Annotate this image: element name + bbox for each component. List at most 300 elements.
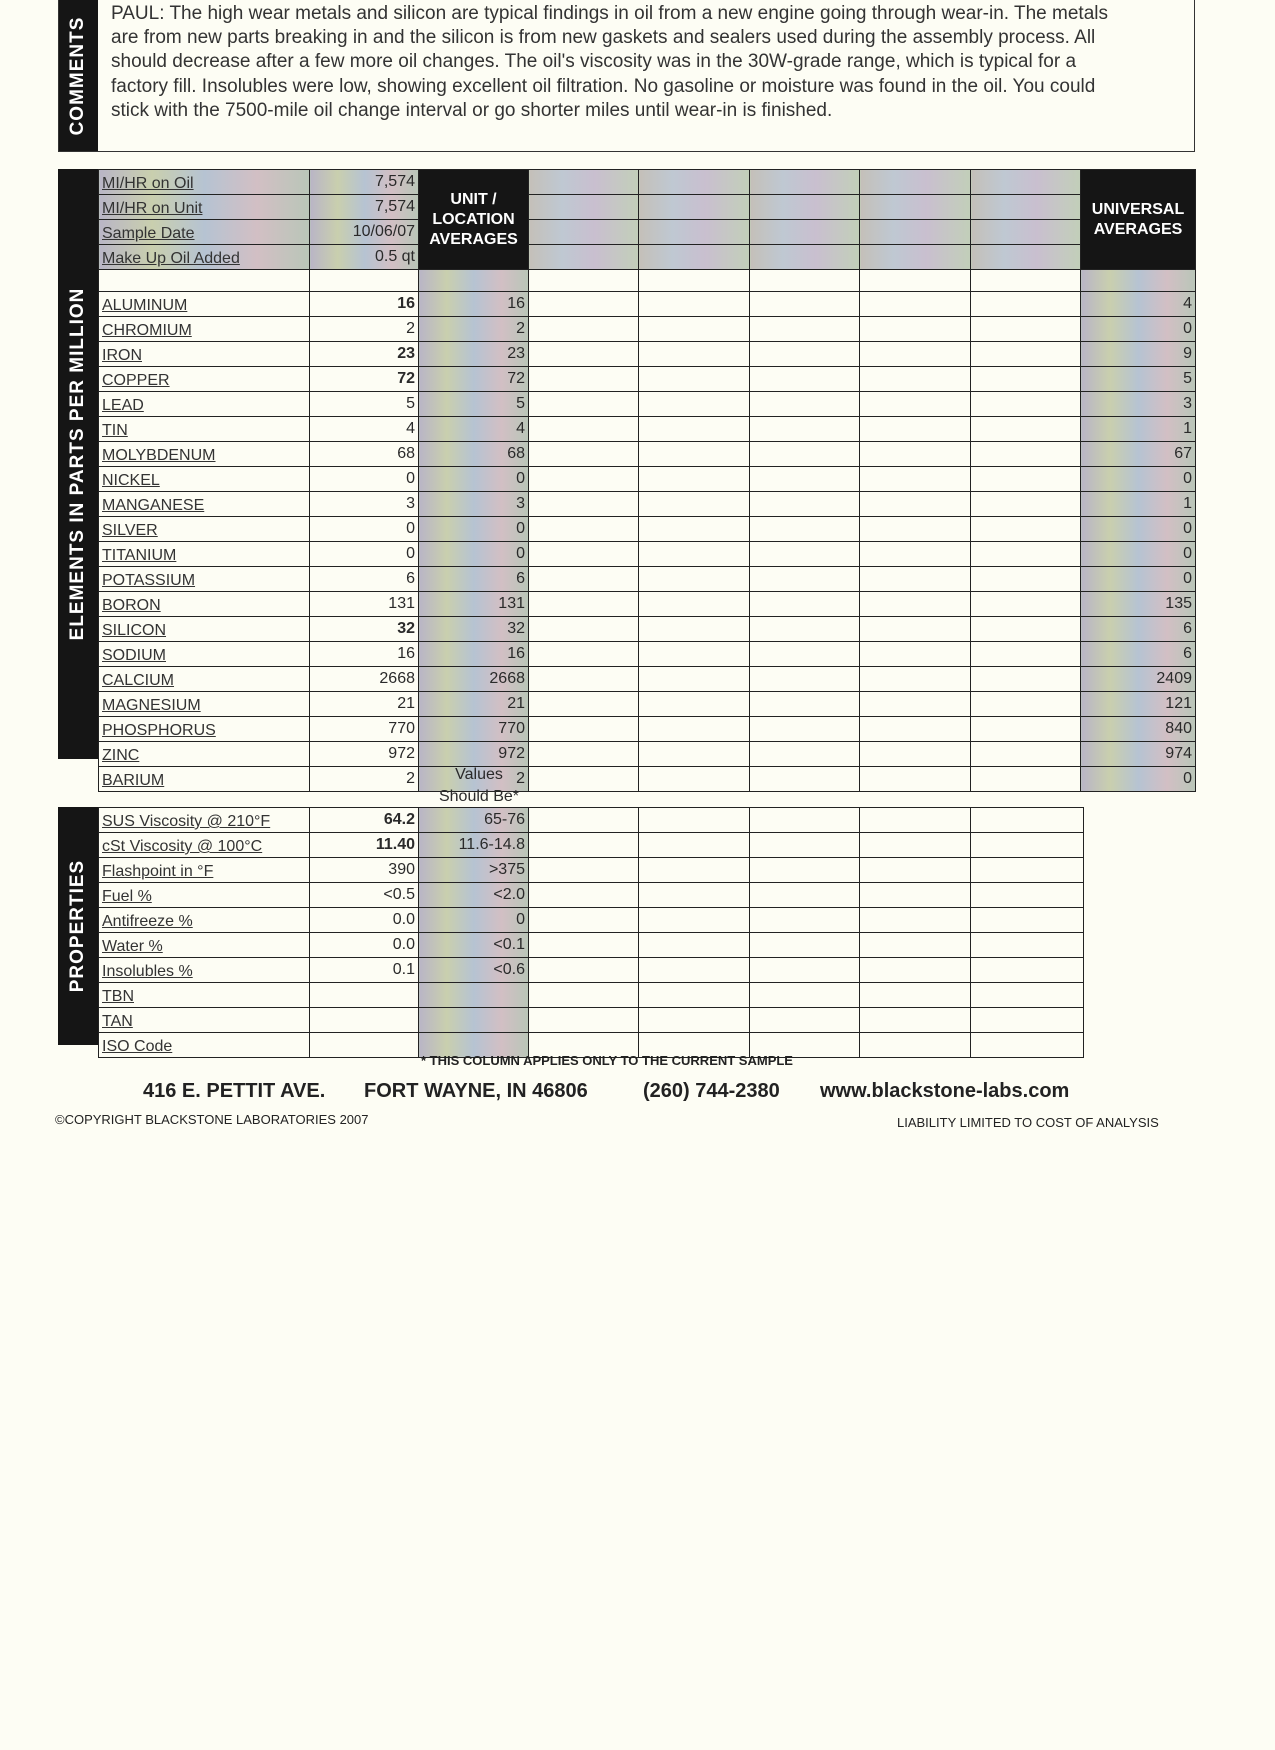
empty-cell: [529, 767, 639, 792]
element-value: 21: [310, 692, 419, 717]
empty-cell: [860, 767, 971, 792]
element-name: BORON: [99, 592, 310, 617]
element-value: 0: [310, 542, 419, 567]
element-row: [99, 742, 1196, 767]
empty-cell: [529, 170, 639, 195]
empty-cell: [639, 858, 750, 883]
empty-cell: [860, 833, 971, 858]
empty-cell: [971, 717, 1081, 742]
address-street: 416 E. PETTIT AVE.: [143, 1080, 326, 1102]
empty-cell: [639, 220, 750, 245]
empty-cell: [529, 195, 639, 220]
unit-average-value: 16: [419, 642, 529, 667]
property-should-be: <0.1: [419, 933, 529, 958]
empty-cell: [529, 342, 639, 367]
empty-cell: [529, 717, 639, 742]
property-value: 11.40: [310, 833, 419, 858]
property-name: Insolubles %: [99, 958, 310, 983]
universal-average-value: 0: [1081, 542, 1196, 567]
element-name: COPPER: [99, 367, 310, 392]
empty-cell: [639, 317, 750, 342]
empty-cell: [971, 833, 1084, 858]
empty-cell: [971, 367, 1081, 392]
empty-cell: [971, 342, 1081, 367]
empty-cell: [639, 392, 750, 417]
element-name: ALUMINUM: [99, 292, 310, 317]
property-row: [99, 983, 1084, 1008]
properties-sidebar: [58, 807, 98, 1045]
empty-cell: [860, 642, 971, 667]
property-value: [310, 1033, 419, 1058]
empty-cell: [750, 517, 860, 542]
property-value: <0.5: [310, 883, 419, 908]
universal-average-value: 135: [1081, 592, 1196, 617]
empty-cell: [860, 1033, 971, 1058]
elements-table: [98, 169, 1196, 792]
empty-cell: [750, 442, 860, 467]
empty-cell: [639, 270, 750, 292]
empty-cell: [750, 833, 860, 858]
unit-average-value: 21: [419, 692, 529, 717]
property-row: [99, 958, 1084, 983]
empty-cell: [750, 1008, 860, 1033]
property-row: [99, 833, 1084, 858]
empty-cell: [529, 367, 639, 392]
empty-cell: [860, 170, 971, 195]
empty-cell: [529, 567, 639, 592]
element-value: 3: [310, 492, 419, 517]
element-name: MOLYBDENUM: [99, 442, 310, 467]
empty-cell: [639, 617, 750, 642]
empty-cell: [529, 317, 639, 342]
unit-average-value: 68: [419, 442, 529, 467]
empty-cell: [860, 245, 971, 270]
empty-cell: [971, 667, 1081, 692]
element-value: 72: [310, 367, 419, 392]
empty-cell: [750, 858, 860, 883]
element-value: 6: [310, 567, 419, 592]
property-name: ISO Code: [99, 1033, 310, 1058]
universal-average-value: 3: [1081, 392, 1196, 417]
element-row: [99, 642, 1196, 667]
elements-sidebar: [58, 169, 98, 759]
element-row: [99, 592, 1196, 617]
empty-cell: [639, 833, 750, 858]
empty-cell: [860, 195, 971, 220]
element-name: MAGNESIUM: [99, 692, 310, 717]
empty-cell: [529, 442, 639, 467]
empty-cell: [971, 742, 1081, 767]
empty-cell: [529, 417, 639, 442]
unit-average-value: 32: [419, 617, 529, 642]
unit-average-value: 2668: [419, 667, 529, 692]
empty-cell: [529, 392, 639, 417]
info-value: 7,574: [310, 170, 419, 195]
empty-cell: [971, 908, 1084, 933]
info-label: Make Up Oil Added: [99, 245, 310, 270]
spacer-row: [99, 270, 1196, 292]
empty-cell: [971, 767, 1081, 792]
empty-cell: [860, 717, 971, 742]
property-should-be: <0.6: [419, 958, 529, 983]
element-row: [99, 717, 1196, 742]
empty-cell: [971, 220, 1081, 245]
empty-cell: [860, 317, 971, 342]
empty-cell: [860, 617, 971, 642]
element-row: [99, 542, 1196, 567]
empty-cell: [971, 517, 1081, 542]
property-should-be: 0: [419, 908, 529, 933]
empty-cell: [529, 517, 639, 542]
unit-average-value: 972: [419, 742, 529, 767]
empty-cell: [639, 567, 750, 592]
empty-cell: [750, 692, 860, 717]
universal-average-value: 2409: [1081, 667, 1196, 692]
empty-cell: [750, 170, 860, 195]
unit-average-value: 2: [419, 317, 529, 342]
empty-cell: [860, 883, 971, 908]
liability-text: LIABILITY LIMITED TO COST OF ANALYSIS: [897, 1115, 1159, 1130]
unit-average-value: 131: [419, 592, 529, 617]
property-should-be: [419, 983, 529, 1008]
empty-cell: [529, 292, 639, 317]
empty-cell: [529, 220, 639, 245]
element-value: 4: [310, 417, 419, 442]
empty-cell: [860, 808, 971, 833]
element-value: 23: [310, 342, 419, 367]
empty-cell: [529, 958, 639, 983]
element-name: CHROMIUM: [99, 317, 310, 342]
empty-cell: [639, 642, 750, 667]
empty-cell: [750, 642, 860, 667]
comments-section-label: COMMENTS: [67, 16, 88, 136]
element-row: [99, 492, 1196, 517]
empty-cell: [971, 883, 1084, 908]
empty-cell: [860, 392, 971, 417]
element-name: PHOSPHORUS: [99, 717, 310, 742]
element-name: SILICON: [99, 617, 310, 642]
universal-average-value: 0: [1081, 767, 1196, 792]
empty-cell: [971, 542, 1081, 567]
unit-average-value: 3: [419, 492, 529, 517]
empty-cell: [750, 392, 860, 417]
empty-cell: [529, 642, 639, 667]
empty-cell: [639, 467, 750, 492]
empty-cell: [529, 542, 639, 567]
empty-cell: [750, 808, 860, 833]
element-value: 32: [310, 617, 419, 642]
element-name: BARIUM: [99, 767, 310, 792]
property-name: TAN: [99, 1008, 310, 1033]
empty-cell: [529, 883, 639, 908]
address-phone: (260) 744-2380: [643, 1080, 780, 1102]
universal-average-value: 840: [1081, 717, 1196, 742]
empty-cell: [971, 1033, 1084, 1058]
empty-cell: [971, 270, 1081, 292]
empty-cell: [971, 492, 1081, 517]
universal-average-value: 0: [1081, 317, 1196, 342]
empty-cell: [971, 442, 1081, 467]
unit-average-value: 4: [419, 417, 529, 442]
element-value: 131: [310, 592, 419, 617]
empty-cell: [860, 692, 971, 717]
universal-average-value: 5: [1081, 367, 1196, 392]
unit-average-value: 0: [419, 517, 529, 542]
empty-cell: [639, 667, 750, 692]
property-row: [99, 1008, 1084, 1033]
empty-cell: [971, 617, 1081, 642]
element-name: SODIUM: [99, 642, 310, 667]
empty-cell: [971, 317, 1081, 342]
empty-cell: [750, 933, 860, 958]
property-name: TBN: [99, 983, 310, 1008]
info-value: 7,574: [310, 195, 419, 220]
property-value: 0.0: [310, 933, 419, 958]
element-name: SILVER: [99, 517, 310, 542]
universal-averages-header: UNIVERSAL AVERAGES: [1081, 170, 1196, 270]
empty-cell: [860, 592, 971, 617]
empty-cell: [529, 933, 639, 958]
element-name: TIN: [99, 417, 310, 442]
universal-average-value: 1: [1081, 492, 1196, 517]
property-name: SUS Viscosity @ 210°F: [99, 808, 310, 833]
element-name: TITANIUM: [99, 542, 310, 567]
unit-average-value: 16: [419, 292, 529, 317]
empty-cell: [639, 908, 750, 933]
comments-text: PAUL: The high wear metals and silicon are typical findings in oil from a new engine going through wear-in. The metals are from new parts breaking in and the silicon is from new gaskets and sealers used during the assembly process. All should decrease after a few more oil changes. The oil's viscosity was in the 30W-grade range, which is typical for a factory fill. Insolubles were low, showing excellent oil filtration. No gasoline or moisture was found in the oil. You could stick with the 7500-mile oil change interval or go shorter miles until wear-in is finished.: [111, 3, 1108, 121]
empty-cell: [971, 567, 1081, 592]
element-row: [99, 392, 1196, 417]
unit-average-value: 0: [419, 467, 529, 492]
unit-average-value: 72: [419, 367, 529, 392]
element-row: [99, 692, 1196, 717]
empty-cell: [639, 717, 750, 742]
element-value: 2: [310, 317, 419, 342]
empty-cell: [639, 742, 750, 767]
empty-cell: [860, 517, 971, 542]
empty-cell: [639, 883, 750, 908]
element-value: 770: [310, 717, 419, 742]
empty-cell: [860, 667, 971, 692]
property-should-be: <2.0: [419, 883, 529, 908]
property-name: cSt Viscosity @ 100°C: [99, 833, 310, 858]
empty-cell: [529, 858, 639, 883]
empty-cell: [750, 417, 860, 442]
universal-average-value: 6: [1081, 617, 1196, 642]
element-value: 16: [310, 642, 419, 667]
empty-cell: [529, 667, 639, 692]
empty-cell: [750, 292, 860, 317]
empty-cell: [639, 442, 750, 467]
property-row: [99, 933, 1084, 958]
empty-cell: [529, 742, 639, 767]
empty-cell: [750, 983, 860, 1008]
empty-cell: [1081, 270, 1196, 292]
property-value: 0.1: [310, 958, 419, 983]
property-should-be: [419, 1008, 529, 1033]
empty-cell: [639, 292, 750, 317]
element-value: 0: [310, 517, 419, 542]
empty-cell: [860, 342, 971, 367]
empty-cell: [750, 883, 860, 908]
element-row: [99, 467, 1196, 492]
empty-cell: [750, 492, 860, 517]
element-name: POTASSIUM: [99, 567, 310, 592]
empty-cell: [750, 195, 860, 220]
property-row: [99, 858, 1084, 883]
empty-cell: [639, 245, 750, 270]
info-value: 0.5 qt: [310, 245, 419, 270]
element-value: 2668: [310, 667, 419, 692]
empty-cell: [639, 517, 750, 542]
properties-section-label: PROPERTIES: [67, 859, 88, 993]
footnote: * THIS COLUMN APPLIES ONLY TO THE CURRENT SAMPLE: [421, 1053, 793, 1068]
empty-cell: [750, 742, 860, 767]
property-name: Antifreeze %: [99, 908, 310, 933]
empty-cell: [750, 542, 860, 567]
empty-cell: [971, 592, 1081, 617]
address-city: FORT WAYNE, IN 46806: [364, 1080, 588, 1102]
element-row: [99, 767, 1196, 792]
unit-averages-header: UNIT / LOCATION AVERAGES: [419, 170, 529, 270]
empty-cell: [639, 342, 750, 367]
empty-cell: [529, 467, 639, 492]
empty-cell: [860, 492, 971, 517]
empty-cell: [750, 958, 860, 983]
empty-cell: [971, 858, 1084, 883]
property-value: [310, 1008, 419, 1033]
empty-cell: [971, 292, 1081, 317]
empty-cell: [750, 220, 860, 245]
empty-cell: [639, 592, 750, 617]
empty-cell: [971, 808, 1084, 833]
element-value: 0: [310, 467, 419, 492]
element-value: 16: [310, 292, 419, 317]
universal-average-value: 9: [1081, 342, 1196, 367]
empty-cell: [860, 292, 971, 317]
info-label: MI/HR on Oil: [99, 170, 310, 195]
empty-cell: [971, 933, 1084, 958]
unit-average-value: 23: [419, 342, 529, 367]
empty-cell: [639, 1008, 750, 1033]
empty-cell: [971, 642, 1081, 667]
empty-cell: [529, 908, 639, 933]
empty-cell: [971, 392, 1081, 417]
empty-cell: [860, 542, 971, 567]
empty-cell: [750, 342, 860, 367]
empty-cell: [971, 692, 1081, 717]
empty-cell: [750, 467, 860, 492]
property-should-be: 11.6-14.8: [419, 833, 529, 858]
empty-cell: [750, 367, 860, 392]
empty-cell: [750, 717, 860, 742]
info-label: MI/HR on Unit: [99, 195, 310, 220]
element-row: [99, 617, 1196, 642]
empty-cell: [529, 270, 639, 292]
empty-cell: [639, 170, 750, 195]
empty-cell: [639, 767, 750, 792]
property-row: [99, 883, 1084, 908]
unit-average-value: 5: [419, 392, 529, 417]
unit-average-value: 770: [419, 717, 529, 742]
element-row: [99, 667, 1196, 692]
empty-cell: [860, 567, 971, 592]
element-name: MANGANESE: [99, 492, 310, 517]
element-row: [99, 342, 1196, 367]
info-row: [99, 220, 1196, 245]
empty-cell: [639, 983, 750, 1008]
empty-cell: [860, 933, 971, 958]
empty-cell: [860, 417, 971, 442]
empty-cell: [971, 417, 1081, 442]
empty-cell: [971, 195, 1081, 220]
element-row: [99, 567, 1196, 592]
unit-average-value: 2: [419, 767, 529, 792]
empty-cell: [529, 833, 639, 858]
empty-cell: [750, 667, 860, 692]
element-name: CALCIUM: [99, 667, 310, 692]
empty-cell: [529, 692, 639, 717]
empty-cell: [971, 958, 1084, 983]
element-name: NICKEL: [99, 467, 310, 492]
empty-cell: [750, 245, 860, 270]
element-row: [99, 442, 1196, 467]
website-link[interactable]: www.blackstone-labs.com: [820, 1080, 1070, 1102]
universal-average-value: 0: [1081, 567, 1196, 592]
empty-cell: [750, 270, 860, 292]
property-name: Water %: [99, 933, 310, 958]
empty-cell: [639, 195, 750, 220]
empty-cell: [860, 467, 971, 492]
universal-average-value: 0: [1081, 517, 1196, 542]
unit-average-value: 0: [419, 542, 529, 567]
empty-cell: [529, 808, 639, 833]
universal-average-value: 67: [1081, 442, 1196, 467]
element-row: [99, 417, 1196, 442]
element-row: [99, 517, 1196, 542]
empty-cell: [971, 245, 1081, 270]
empty-cell: [529, 617, 639, 642]
element-name: IRON: [99, 342, 310, 367]
property-value: 390: [310, 858, 419, 883]
empty-cell: [860, 442, 971, 467]
empty-cell: [639, 542, 750, 567]
info-row: [99, 195, 1196, 220]
universal-average-value: 0: [1081, 467, 1196, 492]
element-value: 68: [310, 442, 419, 467]
empty-cell: [860, 270, 971, 292]
empty-cell: [750, 567, 860, 592]
universal-average-value: 6: [1081, 642, 1196, 667]
property-should-be: 65-76: [419, 808, 529, 833]
property-row: [99, 908, 1084, 933]
unit-average-value: 6: [419, 567, 529, 592]
property-value: [310, 983, 419, 1008]
empty-cell: [639, 808, 750, 833]
empty-cell: [639, 417, 750, 442]
universal-average-value: 974: [1081, 742, 1196, 767]
universal-average-value: 4: [1081, 292, 1196, 317]
empty-cell: [99, 270, 310, 292]
empty-cell: [860, 742, 971, 767]
empty-cell: [750, 617, 860, 642]
empty-cell: [750, 592, 860, 617]
empty-cell: [310, 270, 419, 292]
empty-cell: [750, 767, 860, 792]
universal-average-value: 121: [1081, 692, 1196, 717]
empty-cell: [860, 367, 971, 392]
empty-cell: [529, 245, 639, 270]
